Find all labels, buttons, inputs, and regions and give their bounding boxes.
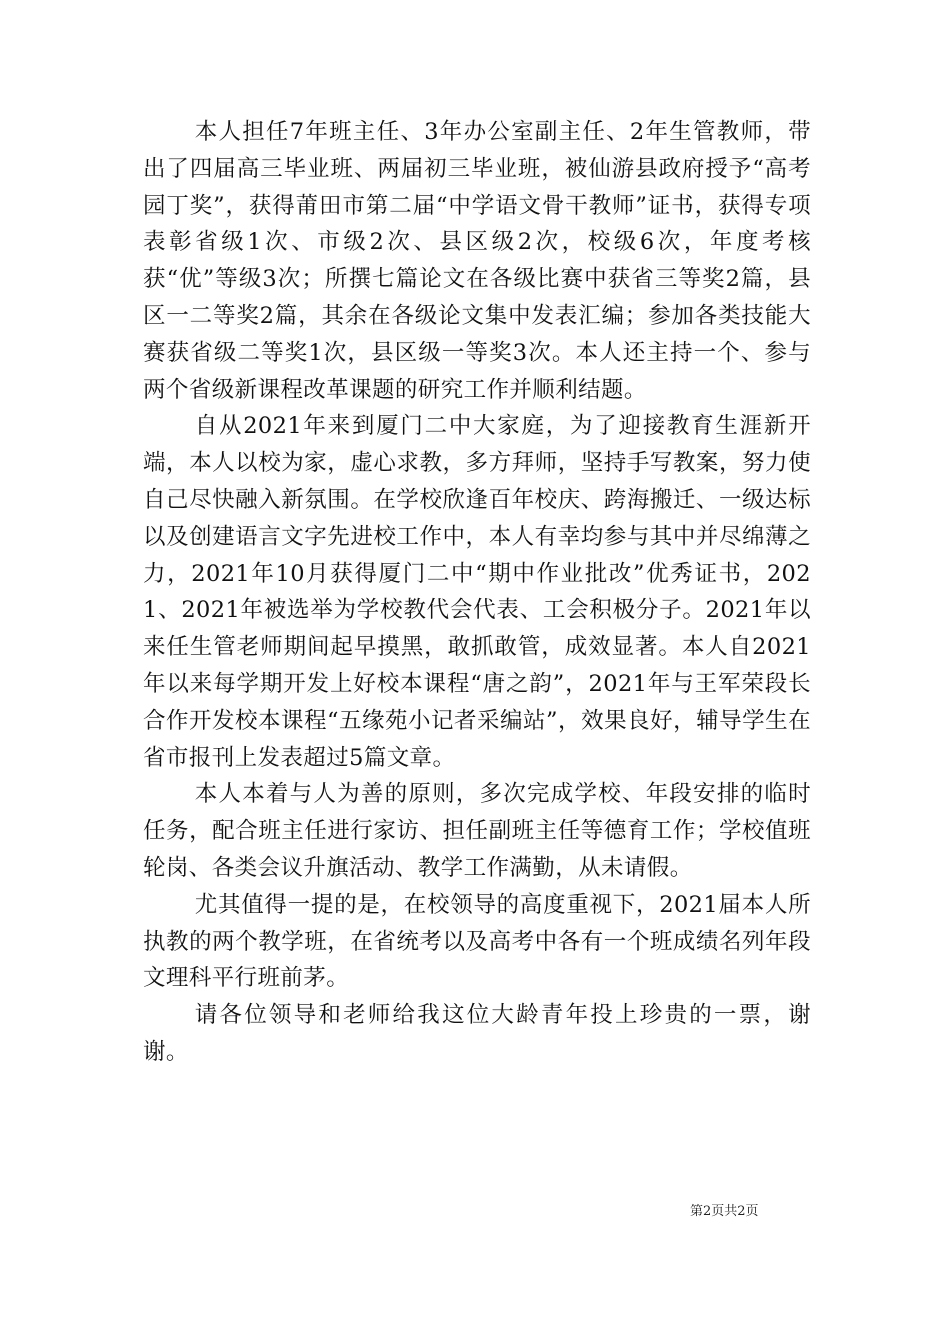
document-body bbox=[143, 114, 811, 1071]
paragraph-achievement: 尤其值得一提的是，在校领导的高度重视下，2021届本人所执教的两个教学班，在省统考以及高考中各有一个班成绩名列年段文理科平行班前茅。 bbox=[143, 891, 811, 992]
paragraph-qualifications: 本人担任7年班主任、3年办公室副主任、2年生管教师，带出了四届高三毕业班、两届初三毕业班，被仙游县政府授予“高考园丁奖”，获得莆田市第二届“中学语文骨干教师”证书，获得专项表彰省级1次、市级2次、县区级2次，校级6次，年度考核获“优”等级3次；所撰七篇论文在各级比赛中获省三等奖2篇，县区一二等奖2篇，其余在各级论文集中发表汇编；参加各类技能大赛获省级二等奖1次，县区级一等奖3次。本人还主持一个、参与两个省级新课程改革课题的研究工作并顺利结题。 bbox=[143, 119, 811, 403]
paragraph-duties: 本人本着与人为善的原则，多次完成学校、年段安排的临时任务，配合班主任进行家访、担任副班主任等德育工作；学校值班轮岗、各类会议升旗活动、教学工作满勤，从未请假。 bbox=[143, 781, 811, 881]
page-number-footer: 第2页共2页 bbox=[690, 1204, 759, 1219]
paragraph-xiamen-school: 自从2021年来到厦门二中大家庭，为了迎接教育生涯新开端，本人以校为家，虚心求教，多方拜师，坚持手写教案，努力使自己尽快融入新氛围。在学校欣逢百年校庆、跨海搬迁、一级达标以及创建语言文字先进校工作中，本人有幸均参与其中并尽绵薄之力，2021年10月获得厦门二中“期中作业批改”优秀证书，2021、2021年被选举为学校教代会代表、工会积极分子。2021年以来任生管老师期间起早摸黑，敢抓敢管，成效显著。本人自2021年以来每学期开发上好校本课程“唐之韵”，2021年与王军荣段长合作开发校本课程“五缘苑小记者采编站”，效果良好，辅导学生在省市报刊上发表超过5篇文章。 bbox=[143, 413, 811, 771]
paragraph-closing: 请各位领导和老师给我这位大龄青年投上珍贵的一票，谢谢。 bbox=[143, 1002, 811, 1065]
